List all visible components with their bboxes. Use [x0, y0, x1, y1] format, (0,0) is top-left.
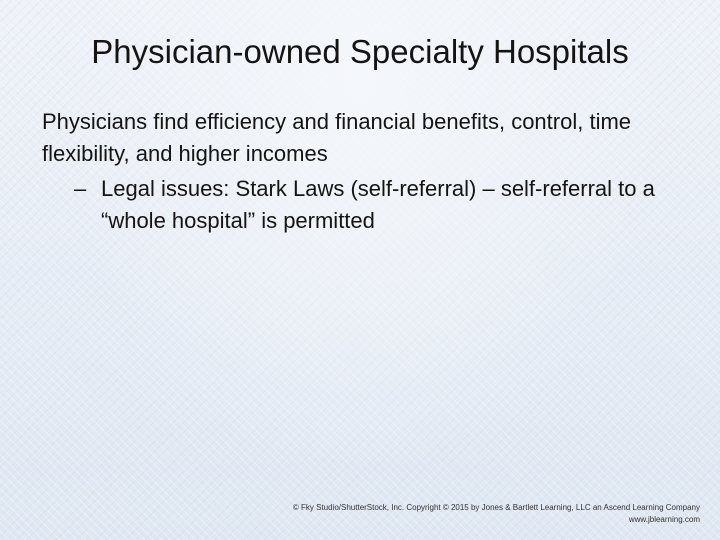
- slide-body: [42, 106, 692, 237]
- sub-bullet-text: Legal issues: Stark Laws (self-referral) – self-referral to a “whole hospital” is permitted: [101, 176, 655, 233]
- copyright-footer: [220, 502, 700, 526]
- sub-bullet-marker: –: [74, 176, 87, 201]
- sub-bullet: [42, 173, 692, 237]
- copyright-text: © Fky Studio/ShutterStock, Inc. Copyright © 2015 by Jones & Bartlett Learning, LLC an Ascend Learning Company: [292, 503, 700, 512]
- slide-title: Physician-owned Specialty Hospitals: [91, 33, 629, 70]
- website-text: www.jblearning.com: [628, 515, 700, 524]
- bullet-text: Physicians find efficiency and financial benefits, control, time flexibility, and higher incomes: [42, 109, 632, 166]
